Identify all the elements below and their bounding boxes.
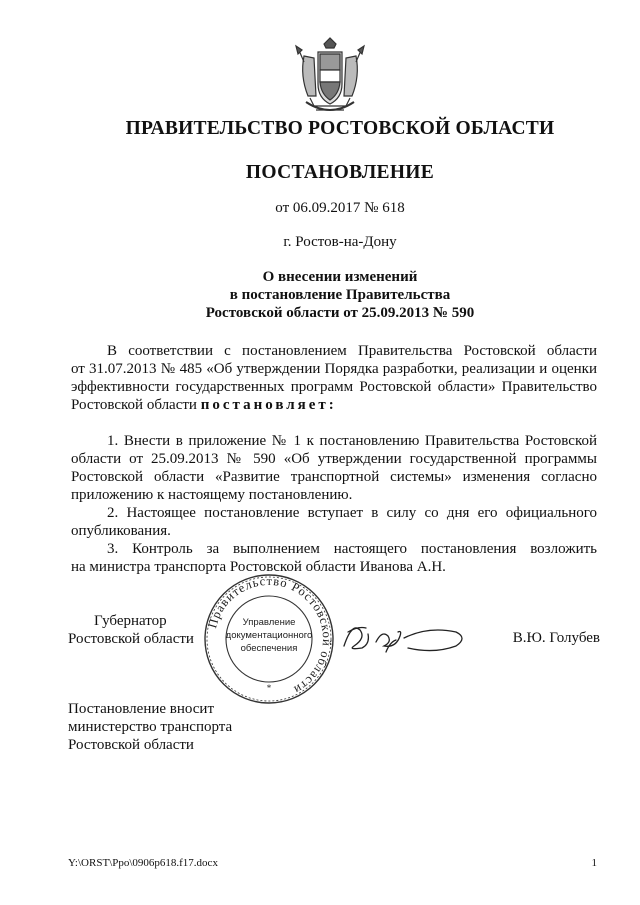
signatory-title-line: Ростовской области (68, 631, 194, 647)
footer-file-path: Y:\ORST\Ppo\0906p618.f17.docx (68, 857, 218, 869)
subject-line: О внесении изменений (262, 269, 418, 285)
item-1-line: 1. Внести в приложение № 1 к постановлению Правительства Ростовской (107, 433, 597, 449)
item-2-line: 2. Настоящее постановление вступает в силу со дня его официального (107, 505, 597, 521)
signatory-title (68, 612, 208, 648)
preamble-line-last (71, 396, 597, 414)
seal-inner-line: документационного (225, 630, 313, 641)
organization-title: ПРАВИТЕЛЬСТВО РОСТОВСКОЙ ОБЛАСТИ (125, 118, 555, 139)
subject-line: в постановление Правительства (229, 287, 451, 303)
preamble-line: эффективности государственных программ Ростовской области» Правительство (71, 379, 597, 395)
seal-inner-line: обеспечения (240, 643, 298, 654)
coat-of-arms-icon (294, 36, 366, 120)
item-2-line: опубликования. (71, 523, 171, 539)
decree-word: постановляет: (200, 397, 337, 413)
submitted-by-block (68, 700, 368, 754)
item-3-line: 3. Контроль за выполнением настоящего постановления возложить (107, 541, 597, 557)
document-place: г. Ростов-на-Дону (283, 234, 397, 250)
item-3-line: на министра транспорта Ростовской области Иванова А.Н. (71, 559, 446, 575)
preamble-line: от 31.07.2013 № 485 «Об утверждении Порядка разработки, реализации и оценки (71, 361, 597, 377)
preamble-line: В соответствии с постановлением Правительства Ростовской области (107, 343, 597, 359)
submitted-by-line: Ростовской области (68, 737, 194, 753)
item-1-line: приложению к настоящему постановлению. (71, 487, 353, 503)
item-1-line: области от 25.09.2013 № 590 «Об утверждении государственной программы (71, 451, 597, 467)
signatory-title-line: Губернатор (94, 613, 167, 629)
official-seal (203, 573, 335, 705)
submitted-by-line: министерство транспорта (68, 719, 233, 735)
signatory-name: В.Ю. Голубев (512, 630, 600, 646)
handwritten-signature (338, 612, 470, 662)
seal-inner-line: Управление (242, 617, 296, 628)
document-type-title: ПОСТАНОВЛЕНИЕ (245, 162, 435, 183)
submitted-by-line: Постановление вносит (68, 701, 215, 717)
preamble-text: Ростовской области (71, 397, 197, 413)
subject-line: Ростовской области от 25.09.2013 № 590 (205, 305, 475, 321)
document-date-number: от 06.09.2017 № 618 (275, 200, 405, 216)
seal-star-icon: * (266, 683, 272, 693)
item-1-line: Ростовской области «Развитие транспортной системы» изменения согласно (71, 469, 597, 485)
page-number: 1 (591, 857, 597, 869)
seal-outer-text: Правительство Ростовской области (205, 573, 335, 698)
